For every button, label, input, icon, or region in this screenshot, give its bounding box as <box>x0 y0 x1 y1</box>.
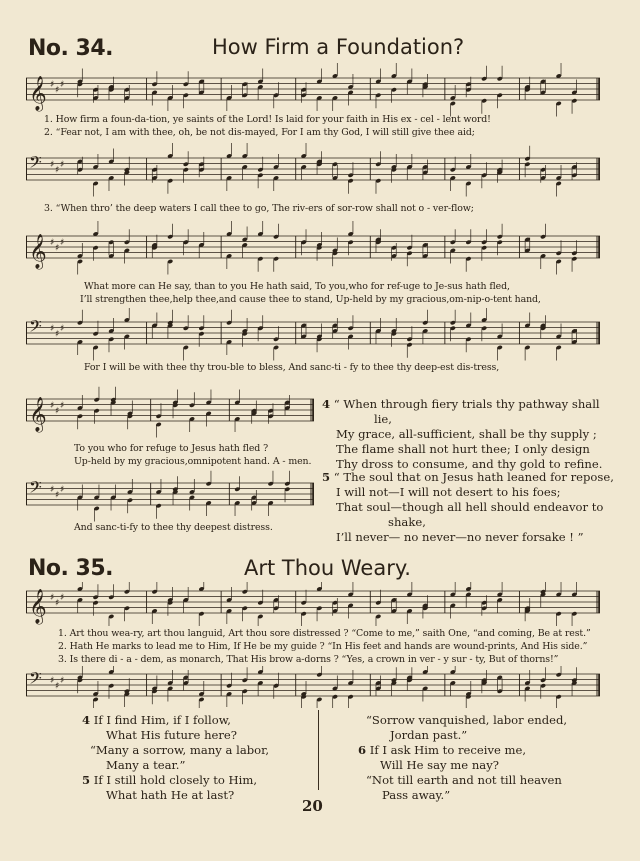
stanza-number: 4 <box>82 713 91 727</box>
svg-text:𝄢: 𝄢 <box>29 668 42 693</box>
svg-text:♯: ♯ <box>50 675 55 686</box>
hymn-34-system-3-bass-staff <box>26 470 314 522</box>
stanza-number: 4 <box>322 397 331 411</box>
hymn-34-s1-verse-1: 1. How firm a foun-da-tion, ye saints of the Lord! Is laid for your faith in His ex - cel - lent word! <box>44 114 491 125</box>
svg-text:♯: ♯ <box>60 484 65 495</box>
svg-text:♯: ♯ <box>55 85 60 96</box>
column-divider <box>318 710 319 790</box>
svg-text:𝄢: 𝄢 <box>29 316 42 341</box>
hymn-34-s3-line-3: And sanc-ti-fy to thee thy deepest distress. <box>74 522 273 533</box>
svg-text:♯: ♯ <box>60 237 65 248</box>
page-number: 20 <box>302 797 323 815</box>
stanza-number: 5 <box>322 470 331 484</box>
hymn-35-stanza-6: 6 If I ask Him to receive me, Will He say me nay? “Not till earth and not till heaven Pass away.” <box>358 743 562 802</box>
hymn-35-title: Art Thou Weary. <box>244 556 411 580</box>
svg-text:♯: ♯ <box>50 79 55 90</box>
hymn-34-system-2-bass-staff <box>26 308 600 362</box>
svg-text:♯: ♯ <box>60 159 65 170</box>
svg-text:♯: ♯ <box>55 329 60 340</box>
svg-text:♯: ♯ <box>55 490 60 501</box>
hymn-35-stanza-5: 5 If I still hold closely to Him, What hath He at last? <box>82 773 258 802</box>
svg-text:𝄢: 𝄢 <box>29 152 42 177</box>
svg-text:♯: ♯ <box>50 484 55 495</box>
hymn-35-verse-3: 3. Is there di - a - dem, as monarch, That His brow a-dorns ? “Yes, a crown in ver - y sur - ty, But of thorns!” <box>58 654 559 665</box>
hymn-35-verse-1: 1. Art thou wea-ry, art thou languid, Art thou sore distressed ? “Come to me,” saith One, “and coming, Be at rest.” <box>58 628 591 639</box>
hymn-35-stanza-4: 4 If I find Him, if I follow, What His future here? “Many a sorrow, many a labor, Many a tear.” <box>82 713 270 772</box>
hymn-35-stanza-5-response: “Sorrow vanquished, labor ended, Jordan past.” <box>366 713 568 742</box>
hymn-34-s3-line-1: To you who for refuge to Jesus hath fled ? <box>74 443 269 454</box>
svg-text:♯: ♯ <box>50 159 55 170</box>
svg-text:♯: ♯ <box>50 400 55 411</box>
svg-text:𝄞: 𝄞 <box>29 397 47 432</box>
hymn-34-system-1-bass-staff <box>26 142 600 200</box>
svg-text:♯: ♯ <box>60 79 65 90</box>
svg-text:♯: ♯ <box>60 675 65 686</box>
hymn-35-verse-2: 2. Hath He marks to lead me to Him, If He be my guide ? “In His feet and hands are wound-prints, And His side.” <box>58 641 588 652</box>
svg-text:♯: ♯ <box>50 237 55 248</box>
svg-text:♯: ♯ <box>50 323 55 334</box>
svg-text:♯: ♯ <box>55 598 60 609</box>
hymn-35-number: No. 35. <box>28 556 114 581</box>
hymn-34-s2-line-2: I’ll strengthen thee,help thee,and cause thee to stand, Up-held by my gracious,om-nip-o-tent hand, <box>80 294 541 305</box>
hymn-35-bass-staff <box>26 666 600 708</box>
svg-text:𝄞: 𝄞 <box>29 76 47 111</box>
hymn-34-stanza-5: 5 “ The soul that on Jesus hath leaned for repose, I will not—I will not desert to his foes; That soul—though all hell should endeavor to shake, I’ll never— no never—no never forsake ! ” <box>322 470 614 544</box>
svg-text:♯: ♯ <box>55 165 60 176</box>
hymn-34-stanza-4: 4 “ When through fiery trials thy pathway shall lie, My grace, all-sufficient, shall be thy supply ; The flame shall not hurt thee; I only design Thy dross to consume, and thy gold to refine. <box>322 397 603 471</box>
svg-text:𝄞: 𝄞 <box>29 589 47 624</box>
hymn-34-system-3-treble-staff <box>26 384 314 440</box>
hymn-34-s1-verse-3: 3. “When thro’ the deep waters I call thee to go, The riv-ers of sor-row shall not o - ver-flow; <box>44 203 474 214</box>
hymn-34-s2-line-3: For I will be with thee thy trou-ble to bless, And sanc-ti - fy to thee thy deep-est dis-tress, <box>84 362 500 373</box>
hymn-35-treble-staff <box>26 582 600 626</box>
svg-text:♯: ♯ <box>50 592 55 603</box>
hymn-34-s3-line-2: Up-held by my gracious,omnipotent hand. A - men. <box>74 456 312 467</box>
hymn-34-number: No. 34. <box>28 36 114 61</box>
svg-text:𝄞: 𝄞 <box>29 234 47 269</box>
hymn-34-title: How Firm a Foundation? <box>212 35 465 59</box>
svg-text:♯: ♯ <box>55 681 60 692</box>
svg-text:♯: ♯ <box>60 592 65 603</box>
svg-text:𝄢: 𝄢 <box>29 477 42 502</box>
svg-text:♯: ♯ <box>55 406 60 417</box>
hymn-34-system-1-treble-staff <box>26 62 600 120</box>
hymn-34-system-2-treble-staff <box>26 220 600 278</box>
hymn-34-s1-verse-2: 2. “Fear not, I am with thee, oh, be not dis-mayed, For I am thy God, I will still give thee aid; <box>44 127 475 138</box>
svg-text:♯: ♯ <box>60 400 65 411</box>
stanza-number: 6 <box>358 743 367 757</box>
hymn-34-s2-line-1: What more can He say, than to you He hath said, To you,who for ref-uge to Je-sus hath fled, <box>84 281 510 292</box>
stanza-number: 5 <box>82 773 91 787</box>
svg-text:♯: ♯ <box>55 243 60 254</box>
svg-text:♯: ♯ <box>60 323 65 334</box>
